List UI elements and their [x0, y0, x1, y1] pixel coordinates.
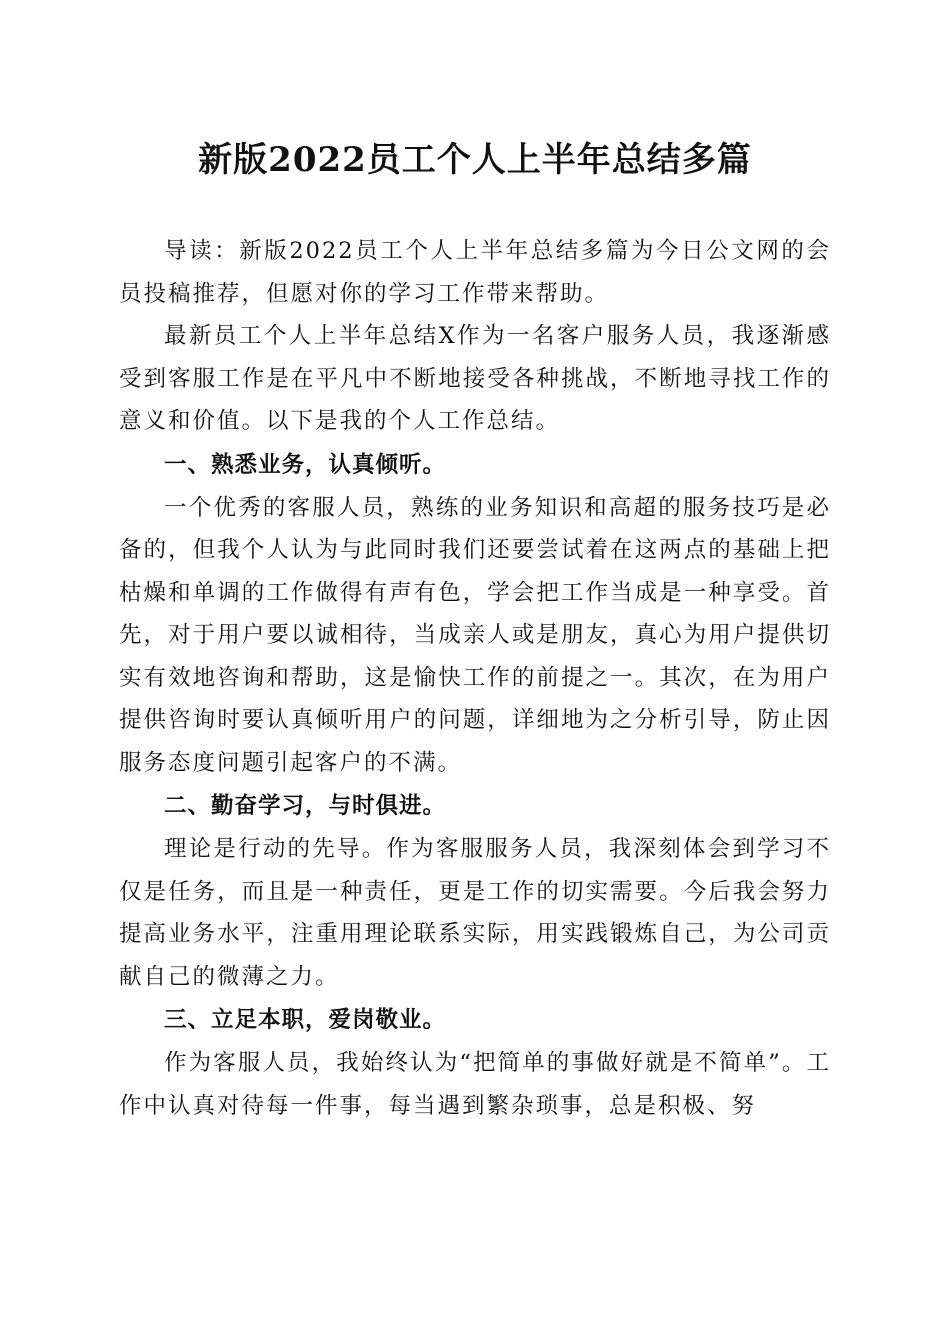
body-paragraph: 一个优秀的客服人员，熟练的业务知识和高超的服务技巧是必备的，但我个人认为与此同时我们还要尝试着在这两点的基础上把枯燥和单调的工作做得有声有色，学会把工作当成是一种享受。首先，对于用户要以诚相待，当成亲人或是朋友，真心为用户提供切实有效地咨询和帮助，这是愉快工作的前提之一。其次，在为用户提供咨询时要认真倾听用户的问题，详细地为之分析引导，防止因服务态度问题引起客户的不满。	[119, 494, 831, 776]
intro-paragraph: 导读：新版2022员工个人上半年总结多篇为今日公文网的会员投稿推荐，但愿对你的学习工作带来帮助。	[119, 238, 831, 307]
body-paragraph: 作为客服人员，我始终认为“把简单的事做好就是不简单”。工作中认真对待每一件事，每当遇到繁杂琐事，总是积极、努	[119, 1050, 831, 1119]
document-title: 新版2022员工个人上半年总结多篇	[198, 140, 752, 180]
body-paragraph: 理论是行动的先导。作为客服服务人员，我深刻体会到学习不仅是任务，而且是一种责任，更是工作的切实需要。今后我会努力提高业务水平，注重用理论联系实际，用实践锻炼自己，为公司贡献自己的微薄之力。	[119, 836, 831, 990]
section-heading: 二、勤奋学习，与时俱进。	[164, 793, 447, 819]
body-paragraph: 最新员工个人上半年总结X作为一名客户服务人员，我逐渐感受到客服工作是在平凡中不断地接受各种挑战，不断地寻找工作的意义和价值。以下是我的个人工作总结。	[119, 323, 831, 434]
document-body	[119, 230, 831, 1127]
section-heading: 三、立足本职，爱岗敬业。	[164, 1007, 447, 1033]
section-heading: 一、熟悉业务，认真倾听。	[164, 451, 447, 478]
